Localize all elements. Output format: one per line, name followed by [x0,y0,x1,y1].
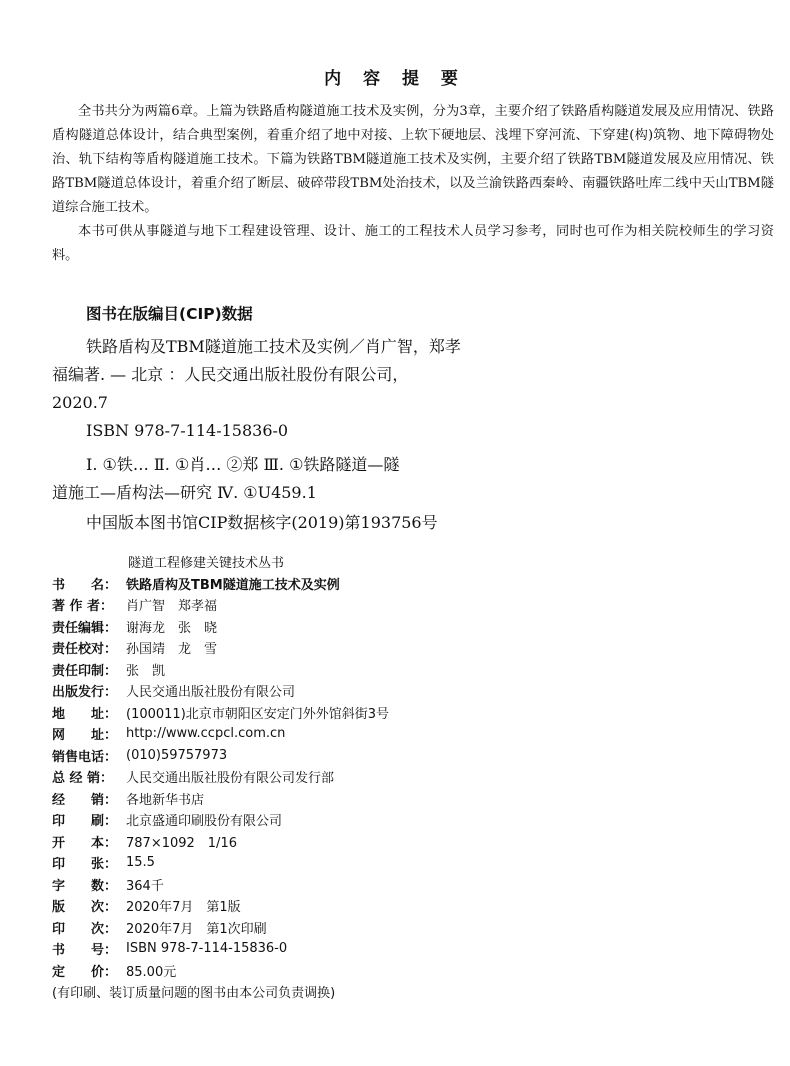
colophon-row-impression [52,917,652,939]
summary-section [52,100,774,268]
colophon-row-sales-phone [52,745,652,767]
row-value: 364千 [126,878,164,894]
row-label: 责任印制： [52,663,118,679]
colophon-row-authors [52,594,652,616]
row-label: 开 本： [52,835,118,851]
row-label: 经 销： [52,792,118,808]
cip-line-1: 铁路盾构及TBM隧道施工技术及实例／肖广智，郑孝 [86,337,461,356]
colophon-row-editors [52,616,652,638]
colophon-row-website [52,723,652,745]
colophon-row-isbn [52,938,652,960]
row-value: 2020年7月 第1版 [126,900,241,916]
row-label: 出版发行： [52,685,118,701]
colophon-row-printed-sheets [52,852,652,874]
row-label: 责任校对： [52,642,118,658]
row-value: 各地新华书店 [126,792,205,808]
page-title: 内 容 提 要 [324,69,466,89]
row-label: 总 经 销： [52,771,114,787]
row-label: 销售电话： [52,749,118,765]
colophon-row-distributor [52,788,652,810]
row-label: 书 号： [52,943,118,959]
row-value: 2020年7月 第1次印刷 [126,921,267,937]
row-value: http://www.ccpcl.com.cn [126,726,286,742]
colophon-row-printing-supervisor [52,659,652,681]
cip-line-3: 2020.7 [52,393,108,412]
series-name: 隧道工程修建关键技术丛书 [128,556,285,572]
row-value: 肖广智 郑孝福 [126,599,218,615]
colophon-row-address [52,702,652,724]
row-label: 印 次： [52,921,118,937]
colophon-row-format [52,831,652,853]
colophon-section [52,551,652,1003]
row-label: 印 张： [52,857,118,873]
row-label: 著 作 者： [52,599,114,615]
row-label: 书 名： [52,577,118,593]
row-value: 85.00元 [126,964,177,980]
row-value: 787×1092 1/16 [126,835,237,851]
colophon-row-general-distributor [52,766,652,788]
summary-paragraph-1: 全书共分为两篇6章。上篇为铁路盾构隧道施工技术及实例，分为3章，主要介绍了铁路盾构隧道发展及应用情况、铁路盾构隧道总体设计，结合典型案例，着重介绍了地中对接、上软下硬地层、浅埋下穿河流、下穿建(构)筑物、地下障碍物处治、轨下结构等盾构隧道施工技术。下篇为铁路TBM隧道施工技术及实例，主要介绍了铁路TBM隧道发展及应用情况、铁路TBM隧道总体设计，着重介绍了断层、破碎带段TBM处治技术，以及兰渝铁路西秦岭、南疆铁路吐库二线中天山TBM隧道综合施工技术。 [52,104,774,215]
row-value: 15.5 [126,855,155,871]
colophon-row-edition [52,895,652,917]
row-label: 定 价： [52,964,118,980]
row-value: (100011)北京市朝阳区安定门外外馆斜街3号 [126,706,390,722]
row-value: 人民交通出版社股份有限公司 [126,685,296,701]
colophon-row-proofreaders [52,637,652,659]
row-value: 人民交通出版社股份有限公司发行部 [126,771,335,787]
cip-heading: 图书在版编目(CIP)数据 [86,305,253,323]
colophon-footnote: (有印刷、装订质量问题的图书由本公司负责调换) [52,986,336,1002]
row-label: 印 刷： [52,814,118,830]
row-value: 北京盛通印刷股份有限公司 [126,814,283,830]
row-value: (010)59757973 [126,747,228,763]
row-value: 孙国靖 龙 雪 [126,642,218,658]
row-value: 铁路盾构及TBM隧道施工技术及实例 [126,577,340,593]
summary-paragraph-2: 本书可供从事隧道与地下工程建设管理、设计、施工的工程技术人员学习参考，同时也可作为相关院校师生的学习资料。 [52,224,774,263]
cip-classification-2: 道施工—盾构法—研究 Ⅳ. ①U459.1 [52,483,317,502]
row-label: 责任编辑： [52,620,118,636]
row-label: 网 址： [52,728,118,744]
cip-verification: 中国版本图书馆CIP数据核字(2019)第193756号 [86,513,438,532]
cip-isbn: ISBN 978-7-114-15836-0 [86,421,289,440]
colophon-row-word-count [52,874,652,896]
cip-classification-1: Ⅰ. ①铁… Ⅱ. ①肖… ②郑 Ⅲ. ①铁路隧道—隧 [86,455,400,474]
row-value: ISBN 978-7-114-15836-0 [126,941,288,957]
colophon-row-title [52,573,652,595]
row-label: 版 次： [52,900,118,916]
colophon-row-printer [52,809,652,831]
row-value: 张 凯 [126,663,166,679]
row-value: 谢海龙 张 晓 [126,620,218,636]
colophon-row-publisher [52,680,652,702]
colophon-row-price [52,960,652,982]
row-label: 地 址： [52,706,118,722]
row-label: 字 数： [52,878,118,894]
cip-line-2: 福编著. — 北京 ：人民交通出版社股份有限公司， [52,365,409,384]
